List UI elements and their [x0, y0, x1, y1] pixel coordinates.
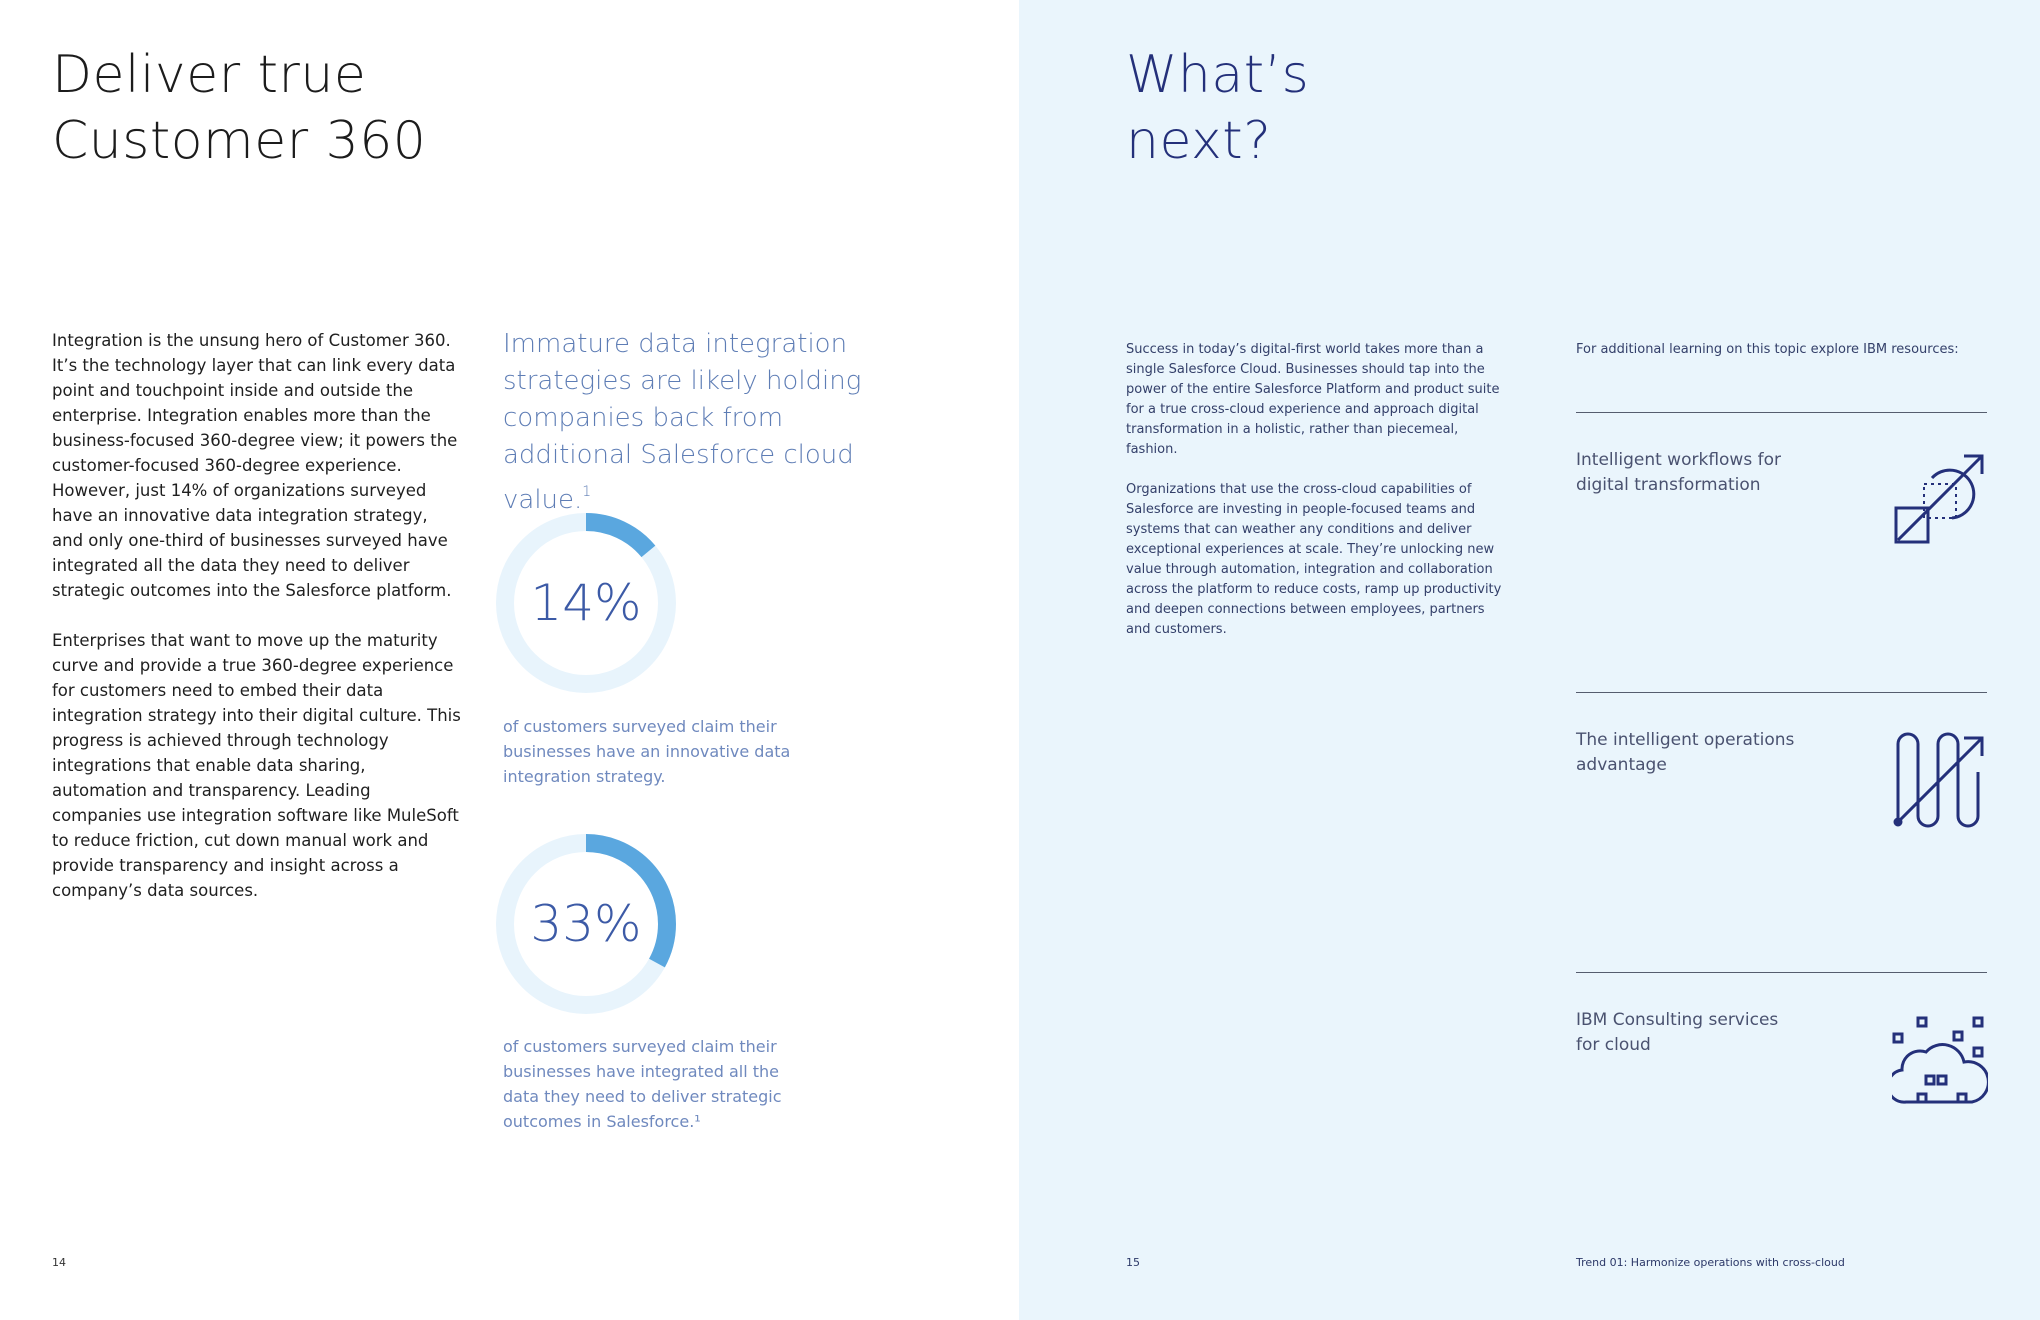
body-text: [52, 328, 462, 928]
pull-quote: [503, 326, 903, 519]
title-line-1: Deliver true: [52, 45, 367, 105]
body-paragraph: Integration is the unsung hero of Customer 360. It’s the technology layer that can link every data point and touchpoint inside and outside the enterprise. Integration enables more than the business-focused 360-degree view; it powers the customer-focused 360-degree experience. However, just 14% of organizations surveyed have an innovative data integration strategy, and only one-third of businesses surveyed have integrated all the data they need to deliver strategic outcomes into the Salesforce platform.: [52, 331, 458, 600]
icon-graphic: [1892, 1012, 1988, 1108]
resources-intro: For additional learning on this topic explore IBM resources:: [1576, 342, 1959, 357]
page-title: [52, 42, 426, 174]
operations-wave-icon[interactable]: [1892, 732, 1988, 828]
stat-value: 33%: [530, 895, 642, 953]
title-line-1: What’s: [1126, 45, 1310, 105]
donut-chart-14: [491, 508, 681, 698]
resource-link-consulting[interactable]: IBM Consulting services for cloud: [1576, 1010, 1779, 1055]
body-paragraph: Success in today’s digital-first world takes more than a single Salesforce Cloud. Businesses should tap into the power of the entire Salesforce Platform and product suite for a true cross-cloud experience and approach digital transformation in a holistic, rather than piecemeal, fashion.: [1126, 342, 1500, 457]
donut-chart-33: [491, 829, 681, 1019]
stat-caption: of customers surveyed claim their businesses have an innovative data integration strategy.: [503, 717, 791, 786]
divider: [1576, 412, 1987, 413]
resource-link-workflows[interactable]: Intelligent workflows for digital transformation: [1576, 450, 1781, 495]
transform-arrow-icon[interactable]: [1892, 452, 1988, 548]
divider: [1576, 972, 1987, 973]
icon-graphic: [1892, 452, 1988, 548]
right-page: [1019, 0, 2040, 1320]
icon-graphic: [1892, 732, 1988, 828]
page-number: 15: [1126, 1256, 1140, 1269]
title-line-2: Customer 360: [52, 111, 427, 171]
section-title: [1126, 42, 1309, 174]
stat-value: 14%: [530, 574, 642, 632]
title-line-2: next?: [1126, 111, 1272, 171]
divider: [1576, 692, 1987, 693]
left-page: [0, 0, 1019, 1320]
pull-quote-text: Immature data integration strategies are likely holding companies back from additional Salesforce cloud value.: [503, 329, 862, 515]
body-paragraph: Enterprises that want to move up the maturity curve and provide a true 360-degree experience for customers need to embed their data integration strategy into their digital culture. This progress is achieved through technology integrations that enable data sharing, automation and transparency. Leading companies use integration software like MuleSoft to reduce friction, cut down manual work and provide transparency and insight across a company’s data sources.: [52, 631, 461, 900]
resource-link-operations[interactable]: The intelligent operations advantage: [1576, 730, 1795, 775]
cloud-icon[interactable]: [1892, 1012, 1988, 1108]
page-number: 14: [52, 1256, 66, 1269]
next-body-text: [1126, 340, 1506, 660]
body-paragraph: Organizations that use the cross-cloud capabilities of Salesforce are investing in people-focused teams and systems that can weather any conditions and deliver exceptional experiences at scale. They’re unlocking new value through automation, integration and collaboration across the platform to reduce costs, ramp up productivity and deepen connections between employees, partners and customers.: [1126, 482, 1502, 637]
running-footer: Trend 01: Harmonize operations with cross-cloud: [1576, 1256, 1845, 1269]
footnote-marker: 1: [582, 484, 592, 500]
stat-caption: of customers surveyed claim their businesses have integrated all the data they need to deliver strategic outcomes in Salesforce.¹: [503, 1037, 782, 1131]
